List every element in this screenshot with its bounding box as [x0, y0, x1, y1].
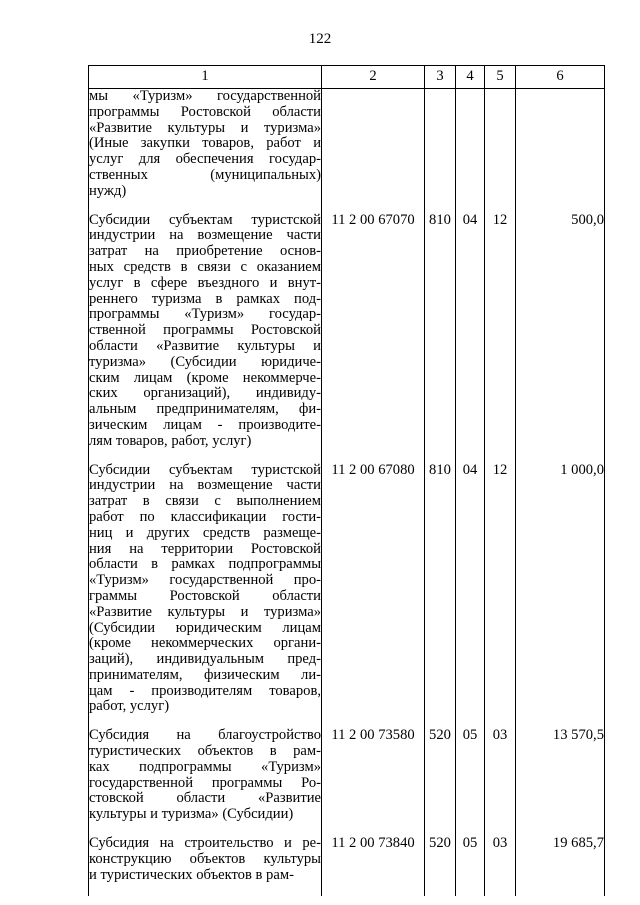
- section-code: 04: [456, 463, 485, 729]
- column-header-3: 3: [425, 66, 456, 89]
- subsection-code: 12: [485, 213, 516, 463]
- section-code: 04: [456, 213, 485, 463]
- row-description: [89, 728, 322, 836]
- table-row: [89, 836, 605, 896]
- column-header-2: 2: [322, 66, 425, 89]
- description-line: реннего туризма в рамках под-: [89, 290, 321, 307]
- expense-type-code: 520: [425, 836, 456, 896]
- column-header-4: 4: [456, 66, 485, 89]
- subsection-code: 03: [485, 836, 516, 896]
- description-line: «Туризм» государственной про-: [89, 572, 321, 589]
- amount-value: 500,0: [516, 213, 605, 463]
- description-line: услуг для обеспечения государ-: [89, 151, 321, 168]
- section-code: [456, 89, 485, 213]
- description-line: и туристических объектов в рам-: [89, 866, 294, 883]
- description-line: ским лицам (кроме некоммерче-: [89, 369, 321, 386]
- expense-type-code: 520: [425, 728, 456, 836]
- description-line: программы Ростовской области: [89, 103, 321, 120]
- description-line: Субсидии субъектам туристской: [89, 461, 321, 478]
- section-code: 05: [456, 728, 485, 836]
- description-line: «Развитие культуры и туризма»: [89, 603, 321, 620]
- description-line: культуры и туризма» (Субсидии): [89, 806, 294, 823]
- description-line: ниц и других средств размеще-: [89, 524, 321, 541]
- amount-value: [516, 89, 605, 213]
- description-line: области «Развитие культуры и: [89, 337, 321, 354]
- description-line: туризма» (Субсидии юридиче-: [89, 353, 321, 370]
- description-line: мы «Туризм» государственной: [89, 88, 321, 104]
- subsection-code: 03: [485, 728, 516, 836]
- column-header-5: 5: [485, 66, 516, 89]
- description-line: программы «Туризм» государ-: [89, 306, 321, 323]
- row-description: [89, 836, 322, 896]
- description-line: конструкцию объектов культуры: [89, 850, 321, 867]
- description-line: ственных (муниципальных): [89, 166, 321, 183]
- description-line: стовской области «Развитие: [89, 790, 321, 807]
- target-article-code: 11 2 00 67070: [322, 213, 425, 463]
- table-row: [89, 728, 605, 836]
- section-code: 05: [456, 836, 485, 896]
- row-description: [89, 463, 322, 729]
- table-row: [89, 463, 605, 729]
- amount-value: 19 685,7: [516, 836, 605, 896]
- description-line: государственной программы Ро-: [89, 774, 321, 791]
- row-description: [89, 89, 322, 213]
- table-row: [89, 89, 605, 213]
- description-line: работ, услуг): [89, 698, 170, 715]
- expense-type-code: 810: [425, 463, 456, 729]
- description-line: принимателям, физическим ли-: [89, 666, 321, 683]
- description-line: альным предпринимателям, фи-: [89, 401, 321, 418]
- description-line: зическим лицам - производите-: [89, 416, 321, 433]
- description-line: «Развитие культуры и туризма»: [89, 119, 321, 136]
- description-line: ках подпрограммы «Туризм»: [89, 758, 321, 775]
- description-line: ских организаций), индивиду-: [89, 385, 321, 402]
- description-line: ния на территории Ростовской: [89, 540, 321, 557]
- expense-type-code: 810: [425, 213, 456, 463]
- description-line: лям товаров, работ, услуг): [89, 432, 252, 449]
- description-line: затрат в связи с выполнением: [89, 493, 321, 510]
- description-line: области в рамках подпрограммы: [89, 556, 321, 573]
- description-line: услуг в сфере въездного и внут-: [89, 274, 321, 291]
- subsection-code: [485, 89, 516, 213]
- target-article-code: [322, 89, 425, 213]
- description-line: (Субсидии юридическим лицам: [89, 619, 321, 636]
- description-line: туристических объектов в рам-: [89, 743, 321, 760]
- column-header-1: 1: [89, 66, 322, 89]
- amount-value: 13 570,5: [516, 728, 605, 836]
- description-line: индустрии на возмещение части: [89, 477, 321, 494]
- subsection-code: 12: [485, 463, 516, 729]
- description-line: (кроме некоммерческих органи-: [89, 635, 321, 652]
- row-description: [89, 213, 322, 463]
- description-line: граммы Ростовской области: [89, 587, 321, 604]
- budget-table: [88, 65, 605, 896]
- description-line: индустрии на возмещение части: [89, 227, 321, 244]
- description-line: (Иные закупки товаров, работ и: [89, 135, 321, 152]
- target-article-code: 11 2 00 73580: [322, 728, 425, 836]
- target-article-code: 11 2 00 67080: [322, 463, 425, 729]
- description-line: работ по классификации гости-: [89, 508, 321, 525]
- description-line: Субсидия на строительство и ре-: [89, 835, 321, 852]
- description-line: ных средств в связи с оказанием: [89, 258, 321, 275]
- description-line: заций), индивидуальным пред-: [89, 651, 321, 668]
- description-line: ственной программы Ростовской: [89, 322, 321, 339]
- description-line: нужд): [89, 182, 127, 199]
- table-row: [89, 213, 605, 463]
- expense-type-code: [425, 89, 456, 213]
- column-header-6: 6: [516, 66, 605, 89]
- description-line: Субсидия на благоустройство: [89, 727, 321, 744]
- description-line: Субсидии субъектам туристской: [89, 211, 321, 228]
- description-line: затрат на приобретение основ-: [89, 243, 321, 260]
- target-article-code: 11 2 00 73840: [322, 836, 425, 896]
- amount-value: 1 000,0: [516, 463, 605, 729]
- page-number: 122: [308, 31, 332, 47]
- description-line: цам - производителям товаров,: [89, 682, 321, 699]
- table-header-row: [89, 66, 605, 89]
